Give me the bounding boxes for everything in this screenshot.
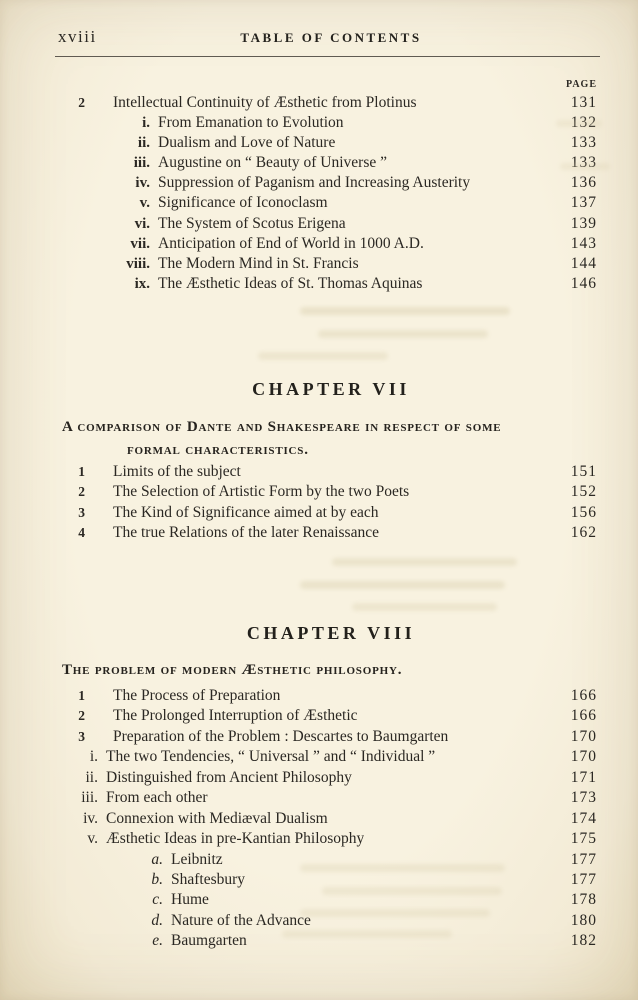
entry-label: 2 <box>78 484 85 500</box>
entry-title: Connexion with Mediæval Dualism <box>106 809 328 827</box>
toc-entry <box>0 727 638 747</box>
entry-label: b. <box>151 870 163 888</box>
entry-label: v. <box>87 830 98 848</box>
entry-page-number: 171 <box>570 768 597 786</box>
entry-page-number: 144 <box>570 254 597 272</box>
entry-label: iv. <box>135 175 150 192</box>
entry-title: Intellectual Continuity of Æsthetic from Plotinus <box>113 94 417 111</box>
entry-page-number: 152 <box>570 483 597 501</box>
entry-label: c. <box>152 891 163 909</box>
toc-entry <box>0 482 638 502</box>
entry-page-number: 180 <box>570 911 597 929</box>
page-bleed-through-mark <box>560 163 610 170</box>
chapter-subtitle-line: A comparison of Dante and Shakespeare in respect of some <box>62 419 502 435</box>
entry-label: 1 <box>78 688 85 703</box>
entry-title: Shaftesbury <box>171 870 246 888</box>
toc-entry <box>0 523 638 543</box>
page-bleed-through-mark <box>300 307 510 315</box>
toc-entry <box>0 173 638 193</box>
header-rule <box>55 56 600 57</box>
entry-page-number: 174 <box>570 809 597 827</box>
toc-entry <box>0 193 638 213</box>
entry-label: e. <box>152 932 163 950</box>
toc-section-chapter8 <box>0 623 638 952</box>
entry-page-number: 139 <box>570 214 597 232</box>
toc-section-chapter7 <box>0 379 638 543</box>
entry-label: v. <box>139 195 150 212</box>
entry-page-number: 133 <box>570 134 597 152</box>
entry-page-number: 143 <box>570 234 597 252</box>
entry-label: 1 <box>78 464 85 479</box>
toc-entry <box>0 788 638 808</box>
entry-label: ii. <box>137 135 150 152</box>
chapter-heading: CHAPTER VII <box>252 379 410 399</box>
entry-title: Significance of Iconoclasm <box>158 194 328 212</box>
entry-page-number: 166 <box>570 707 597 725</box>
entry-page-number: 177 <box>570 850 597 868</box>
page-bleed-through-mark <box>258 352 388 360</box>
entry-title: From each other <box>106 789 208 807</box>
toc-entry <box>0 274 638 294</box>
toc-entry <box>0 462 638 482</box>
entry-page-number: 173 <box>570 789 597 807</box>
entry-title: Leibnitz <box>171 850 223 868</box>
entry-title: Preparation of the Problem : Descartes to Baumgarten <box>113 727 449 745</box>
entry-page-number: 162 <box>570 523 597 541</box>
entry-page-number: 177 <box>570 870 597 888</box>
page-bleed-through-mark <box>300 909 490 917</box>
entry-label: i. <box>89 748 98 766</box>
entry-page-number: 156 <box>570 503 597 521</box>
entry-title: The Modern Mind in St. Francis <box>158 254 359 272</box>
toc-entry <box>0 254 638 274</box>
toc-entry <box>0 768 638 788</box>
entry-label: i. <box>142 115 150 132</box>
page-bleed-through-mark <box>282 930 452 938</box>
page-title: TABLE OF CONTENTS <box>240 30 422 45</box>
entry-title: The Kind of Significance aimed at by each <box>113 503 379 521</box>
entry-page-number: 170 <box>570 727 597 745</box>
toc-entry <box>0 809 638 829</box>
toc-entry <box>0 93 638 113</box>
entry-title: Suppression of Paganism and Increasing Austerity <box>158 174 471 192</box>
entry-label: 3 <box>78 504 85 520</box>
toc-entry <box>0 686 638 706</box>
entry-title: The two Tendencies, “ Universal ” and “ Individual ” <box>106 748 436 766</box>
toc-section-chapter6-continued <box>0 93 638 294</box>
entry-label: iii. <box>133 155 150 172</box>
toc-entry <box>0 503 638 523</box>
entry-title: Hume <box>171 891 209 909</box>
entry-label: iii. <box>81 789 98 807</box>
entry-title: The Æsthetic Ideas of St. Thomas Aquinas <box>158 274 423 292</box>
entry-label: ix. <box>134 275 150 292</box>
page-bleed-through-mark <box>300 864 505 872</box>
entry-title: Augustine on “ Beauty of Universe ” <box>158 154 387 172</box>
entry-page-number: 175 <box>570 830 597 848</box>
entry-page-number: 146 <box>570 274 597 292</box>
entry-title: The true Relations of the later Renaissance <box>113 523 379 541</box>
page-column-label: PAGE <box>565 79 597 90</box>
toc-entry-list <box>0 93 638 294</box>
entry-page-number: 131 <box>570 94 597 111</box>
entry-label: vi. <box>134 215 150 232</box>
page-bleed-through-mark <box>300 581 505 589</box>
entry-page-number: 178 <box>570 891 597 909</box>
entry-title: The Selection of Artistic Form by the two Poets <box>113 483 410 501</box>
entry-label: 4 <box>78 524 85 540</box>
page-bleed-through-mark <box>556 120 602 127</box>
entry-page-number: 137 <box>570 194 597 212</box>
page-bleed-through-mark <box>322 887 502 895</box>
entry-label: vii. <box>130 235 150 252</box>
entry-label: 2 <box>78 95 85 110</box>
chapter-subtitle-line: formal characteristics. <box>127 441 309 458</box>
entry-title: Baumgarten <box>171 932 247 950</box>
toc-entry <box>0 214 638 234</box>
entry-title: Æsthetic Ideas in pre-Kantian Philosophy <box>106 830 365 848</box>
toc-entry <box>0 153 638 173</box>
entry-title: The Process of Preparation <box>113 687 281 704</box>
entry-title: Dualism and Love of Nature <box>158 134 336 152</box>
entry-label: viii. <box>126 255 150 272</box>
entry-page-number: 136 <box>570 174 597 192</box>
toc-entry <box>0 747 638 767</box>
toc-entry <box>0 829 638 849</box>
chapter-heading: CHAPTER VIII <box>246 623 416 643</box>
toc-entry <box>0 234 638 254</box>
toc-entry <box>0 870 638 890</box>
page-bleed-through-mark <box>318 330 488 338</box>
entry-title: The Prolonged Interruption of Æsthetic <box>113 707 358 725</box>
entry-title: Limits of the subject <box>113 463 241 480</box>
entry-label: d. <box>151 911 163 929</box>
page-bleed-through-mark <box>352 603 497 611</box>
entry-page-number: 151 <box>570 463 597 480</box>
toc-entry-list <box>0 462 638 543</box>
entry-title: From Emanation to Evolution <box>158 114 344 132</box>
entry-page-number: 132 <box>570 114 597 132</box>
toc-entry <box>0 706 638 726</box>
entry-page-number: 182 <box>570 932 597 950</box>
entry-label: 3 <box>78 728 85 744</box>
entry-title: Anticipation of End of World in 1000 A.D. <box>158 234 424 252</box>
entry-title: Nature of the Advance <box>171 911 311 929</box>
entry-label: iv. <box>83 809 98 827</box>
entry-page-number: 133 <box>570 154 597 172</box>
entry-label: a. <box>151 850 163 868</box>
toc-entry <box>0 133 638 153</box>
page-bleed-through-mark <box>332 558 517 566</box>
entry-title: The System of Scotus Erigena <box>158 214 346 232</box>
folio-page-number: xviii <box>58 27 97 46</box>
entry-page-number: 170 <box>570 748 597 766</box>
entry-label: ii. <box>85 768 98 786</box>
entry-title: Distinguished from Ancient Philosophy <box>106 768 352 786</box>
toc-entry <box>0 113 638 133</box>
entry-label: 2 <box>78 708 85 724</box>
toc-entry <box>0 890 638 910</box>
chapter-subtitle-line: The problem of modern Æsthetic philosophy. <box>62 662 403 678</box>
entry-page-number: 166 <box>570 687 597 704</box>
